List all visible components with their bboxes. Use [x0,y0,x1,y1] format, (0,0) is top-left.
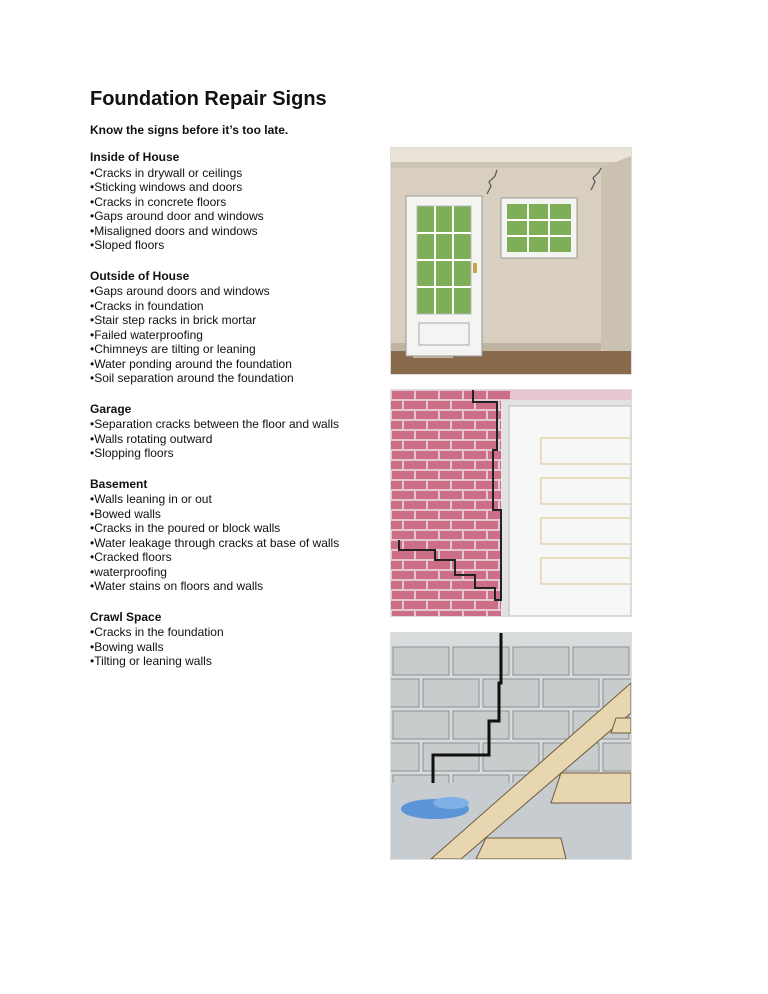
list-item: • Cracks in the poured or block walls [90,521,380,536]
list-item: • waterproofing [90,565,380,580]
list-item: • Cracked floors [90,550,380,565]
list-item: • Cracks in the foundation [90,625,380,640]
list-item: • Cracks in concrete floors [90,195,380,210]
section-heading: Basement [90,476,148,491]
list-item: • Walls leaning in or out [90,492,380,507]
section-basement [90,477,380,594]
page-subtitle: Know the signs before it’s too late. [90,123,289,137]
section-heading: Outside of House [90,268,190,283]
list-item: • Sloped floors [90,238,380,253]
section-heading: Crawl Space [90,609,162,624]
interior-wall-cracks-illustration [390,147,632,375]
list-item: • Gaps around door and windows [90,209,380,224]
section-outside-of-house [90,269,380,386]
section-heading: Inside of House [90,150,180,164]
list-item: • Chimneys are tilting or leaning [90,342,380,357]
list-item: • Cracks in foundation [90,299,380,314]
list-item: • Tilting or leaning walls [90,654,380,669]
list-item: • Slopping floors [90,446,380,461]
section-crawl-space [90,610,380,669]
list-item: • Water stains on floors and walls [90,579,380,594]
section-heading: Garage [90,401,132,416]
section-inside-of-house [90,150,380,253]
page-title: Foundation Repair Signs [90,88,327,110]
list-item: • Bowing walls [90,640,380,655]
list-item: • Water ponding around the foundation [90,357,380,372]
list-item: • Bowed walls [90,507,380,522]
list-item: • Walls rotating outward [90,432,380,447]
list-item: • Gaps around doors and windows [90,284,380,299]
list-item: • Water leakage through cracks at base of walls [90,536,380,551]
list-item: • Failed waterproofing [90,328,380,343]
list-item: • Sticking windows and doors [90,180,380,195]
list-item: • Misaligned doors and windows [90,224,380,239]
brick-stair-step-crack-illustration [390,389,632,617]
list-item: • Cracks in drywall or ceilings [90,166,380,181]
basement-block-wall-crack-illustration [390,632,632,860]
section-garage [90,402,380,461]
signs-list [90,150,380,685]
list-item: • Stair step racks in brick mortar [90,313,380,328]
list-item: • Separation cracks between the floor and walls [90,417,380,432]
list-item: • Soil separation around the foundation [90,371,380,386]
